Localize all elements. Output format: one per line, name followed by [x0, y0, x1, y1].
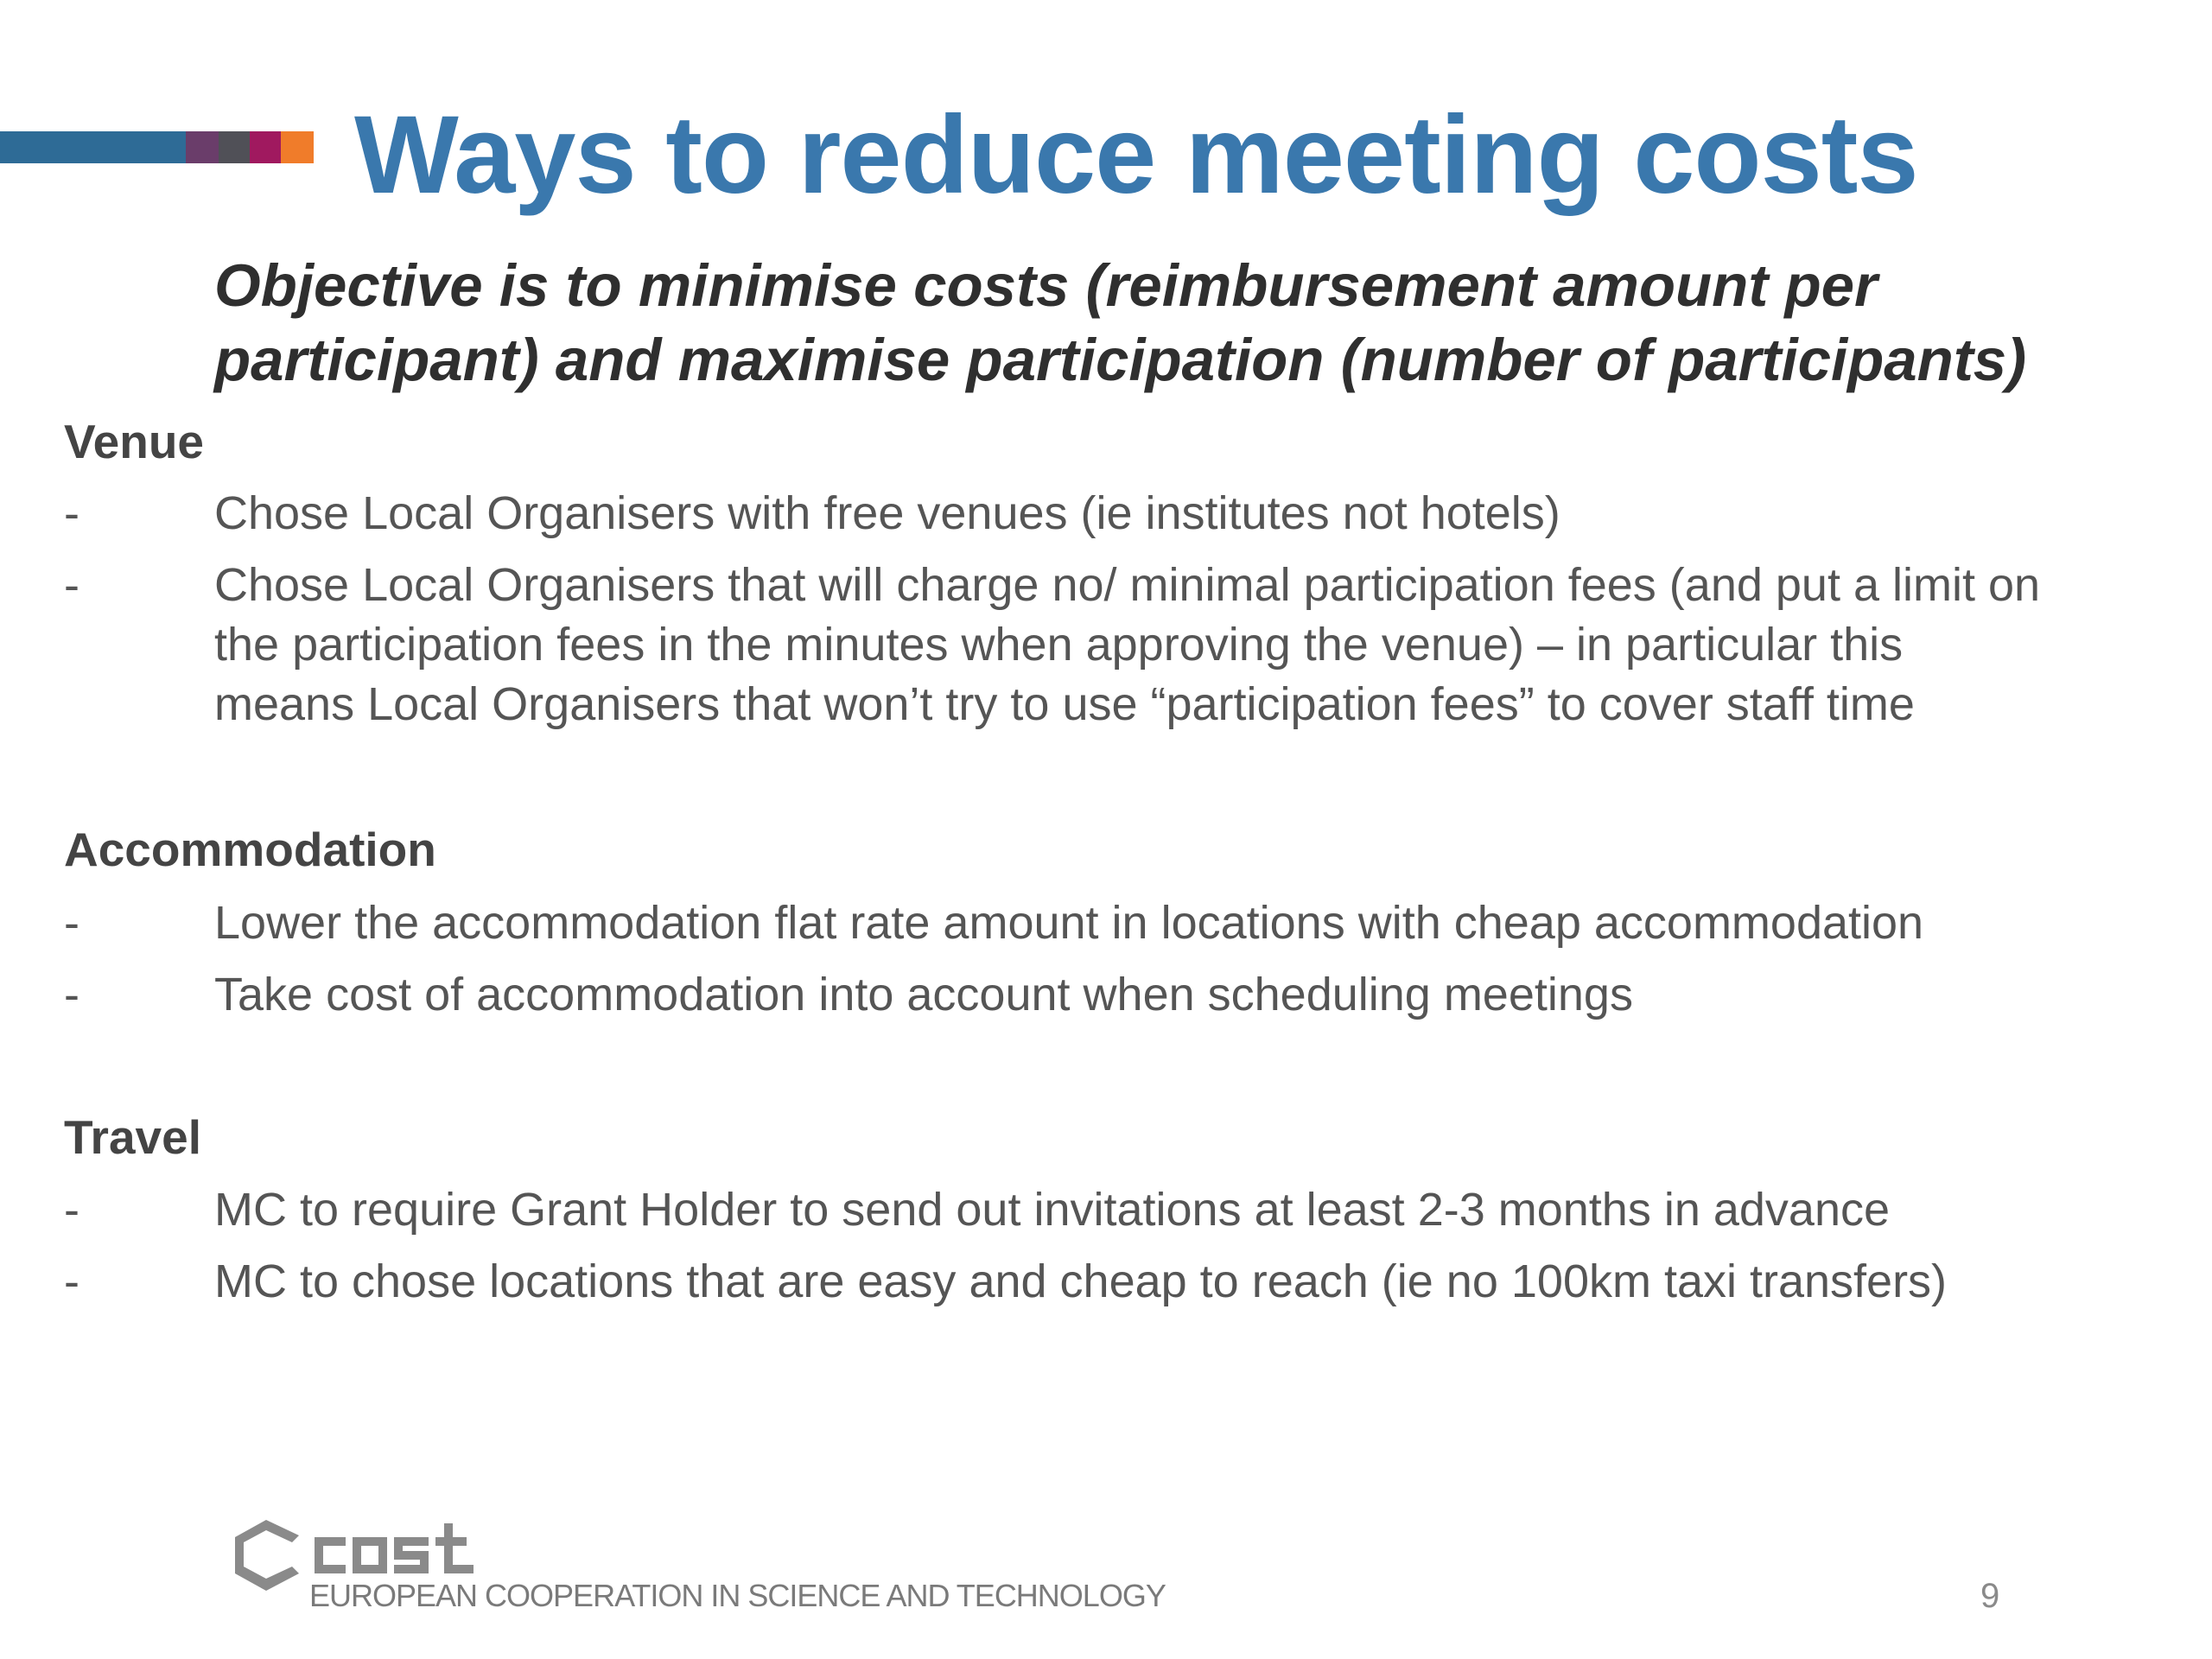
list-item [64, 965, 2172, 1025]
list-item-line: MC to require Grant Holder to send out invitations at least 2-3 months in advance [214, 1184, 1891, 1236]
list-item [64, 1180, 2172, 1240]
list-item-line: the participation fees in the minutes when approving the venue) – in particular this [214, 619, 1904, 671]
bullet-dash: - [64, 897, 79, 949]
footer-tagline: EUROPEAN COOPERATION IN SCIENCE AND TECHNOLOGY [309, 1578, 1166, 1613]
list-item-line: Chose Local Organisers with free venues (ie institutes not hotels) [214, 487, 1560, 539]
list-item-text [214, 1180, 1890, 1240]
bullet-dash: - [64, 1184, 79, 1236]
section-heading-venue: Venue [64, 415, 205, 468]
list-item [64, 484, 2172, 543]
list-item-text [214, 556, 2040, 734]
objective-line-2: participant) and maximise participation (number of participants) [214, 327, 2027, 393]
objective-line-1: Objective is to minimise costs (reimbursement amount per [214, 252, 1878, 319]
list-item-line: MC to chose locations that are easy and cheap to reach (ie no 100km taxi transfers) [214, 1255, 1948, 1307]
bullet-dash: - [64, 969, 79, 1020]
list-item [64, 893, 2172, 953]
list-item-line: Lower the accommodation flat rate amount in locations with cheap accommodation [214, 897, 1924, 949]
objective-statement [214, 249, 2150, 397]
list-item-text [214, 965, 1633, 1025]
list-item-text [214, 484, 1560, 543]
color-bar-blue-segment [0, 131, 186, 163]
list-item [64, 1252, 2172, 1312]
list-item-line: Take cost of accommodation into account when scheduling meetings [214, 969, 1633, 1020]
list-item-text [214, 893, 1923, 953]
section-heading-accommodation: Accommodation [64, 823, 436, 876]
list-item-text [214, 1252, 1947, 1312]
color-bar-purple-segment [186, 131, 219, 163]
bullet-dash: - [64, 487, 79, 539]
list-item [64, 556, 2172, 734]
list-item-line: means Local Organisers that won’t try to use “participation fees” to cover staff time [214, 678, 1915, 730]
slide-title: Ways to reduce meeting costs [354, 93, 1918, 217]
section-heading-travel: Travel [64, 1110, 202, 1164]
bullet-dash: - [64, 559, 79, 611]
page-number: 9 [1980, 1577, 2000, 1615]
bullet-dash: - [64, 1255, 79, 1307]
list-item-line: Chose Local Organisers that will charge no/ minimal participation fees (and put a limit on [214, 559, 2041, 611]
color-bar-magenta-segment [250, 131, 281, 163]
color-bar-gray-segment [219, 131, 250, 163]
color-bar-orange-segment [281, 131, 314, 163]
